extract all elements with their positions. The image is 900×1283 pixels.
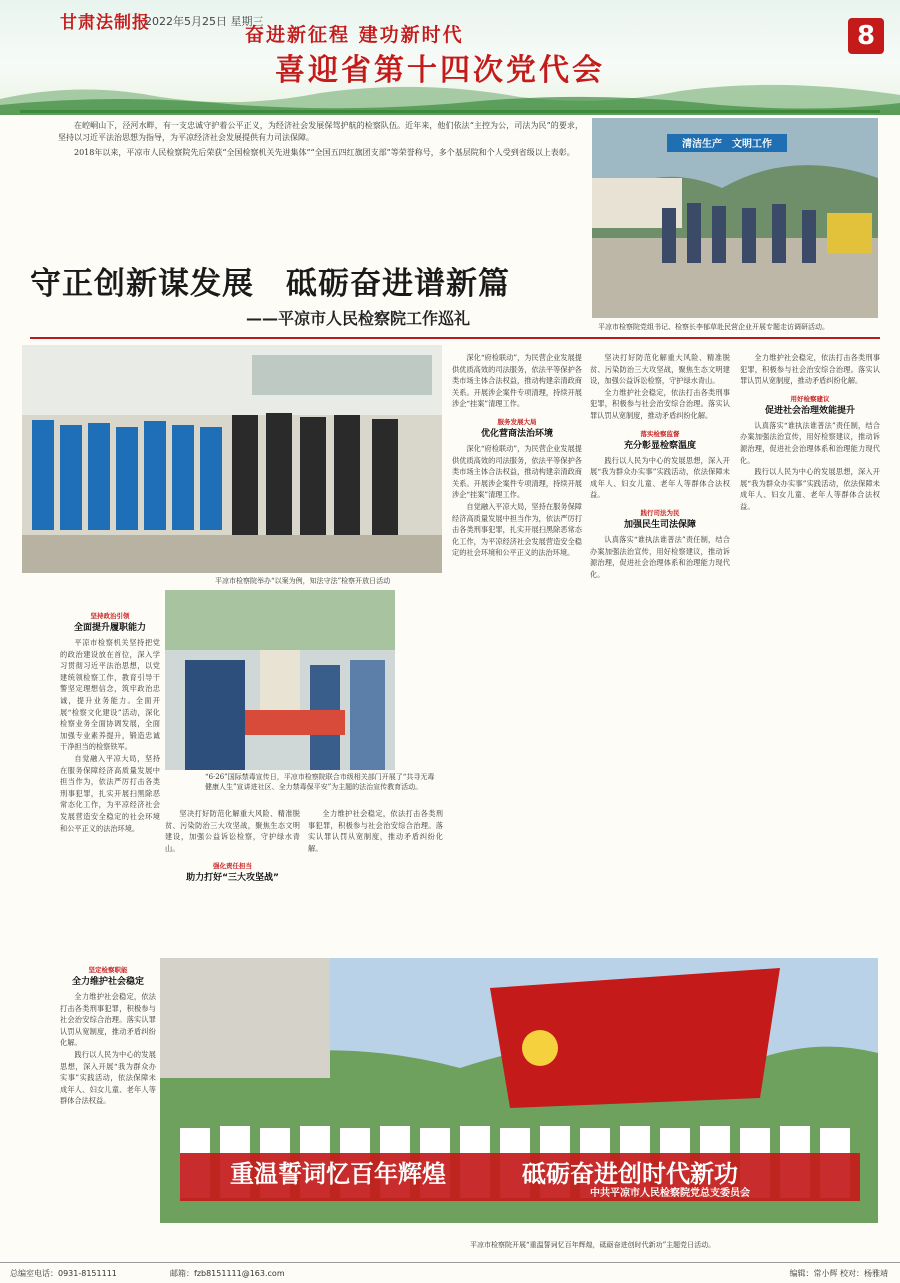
oath-org: 中共平凉市人民检察院党总支委员会 xyxy=(590,1188,750,1199)
section-heading: 用好检察建议 促进社会治理效能提升 xyxy=(764,394,855,416)
page-number: 8 xyxy=(848,18,884,54)
section-heading: 践行司法为民 加强民生司法保障 xyxy=(623,508,696,530)
paragraph: 坚决打好防范化解重大风险、精准脱贫、污染防治三大攻坚战，聚焦生态文明建设，加强公益诉讼检察，守护绿水青山。 xyxy=(590,353,730,386)
column-g xyxy=(60,958,156,1258)
paragraph: 深化“府检联动”，为民营企业发展提供优质高效的司法服务，依法平等保护各类市场主体合法权益，推动构建亲清政商关系。开展涉企案件专项清理，持续开展涉企“挂案”清理工作。 xyxy=(452,353,582,409)
subheadline: ——平凉市人民检察院工作巡礼 xyxy=(246,309,471,328)
paragraph: 践行以人民为中心的发展思想，深入开展“我为群众办实事”实践活动，依法保障未成年人、妇女儿童、老年人等群体合法权益。 xyxy=(60,1049,156,1106)
photo-enterprise-visit xyxy=(592,118,878,318)
footer-phone: 总编室电话：0931-8151111 xyxy=(10,1269,117,1278)
paragraph: 坚决打好防范化解重大风险、精准脱贫、污染防治三大攻坚战，聚焦生态文明建设，加强公益诉讼检察，守护绿水青山。 xyxy=(165,809,300,853)
paragraph: 平凉市检察机关坚持把党的政治建设放在首位，深入学习贯彻习近平法治思想，以党建统领检察工作，教育引导干警坚定理想信念，筑牢政治忠诚，提升业务能力。全面开展“检察文化建设”活动，深化检察业务全面协调发展，全面加强专业素养提升，锻造忠诚干净担当的检察铁军。 xyxy=(60,638,160,752)
caption-drug-awareness: “6·26”国际禁毒宣传日，平凉市检察院联合市级相关部门开展了“共寻无毒健康人生”宣讲进社区、全力禁毒保平安”为主题的法治宣传教育活动。 xyxy=(205,773,435,791)
intro-text xyxy=(58,120,583,161)
paragraph: 全力维护社会稳定，依法打击各类刑事犯罪，积极参与社会治安综合治理。落实认罪认罚从宽制度，推动矛盾纠纷化解。 xyxy=(60,992,156,1048)
issue-date: 2022年5月25日 星期三 xyxy=(145,15,264,28)
header-rule xyxy=(20,110,880,113)
column-f xyxy=(308,808,443,953)
intro-paragraph: 2018年以来，平凉市人民检察院先后荣获“全国检察机关先进集体”“全国五四红旗团支部”等荣誉称号，多个基层院和个人受到省级以上表彰。 xyxy=(74,147,575,157)
caption-open-day: 平凉市检察院举办“以案为例，知法守法”检察开放日活动 xyxy=(215,577,391,585)
paragraph: 自觉融入平凉大局，坚持在服务保障经济高质量发展中担当作为，依法严厉打击各类刑事犯罪，扎实开展扫黑除恶常态化工作，为平凉经济社会发展营造安全稳定的社会环境和公平正义的法治环境。 xyxy=(60,753,160,833)
section-heading: 落实检察监督 充分彰显检察温度 xyxy=(623,429,696,451)
paragraph: 认真落实“谁执法谁普法”责任制，结合办案加强法治宣传，用好检察建议，推动诉源治理，促进社会治理体系和治理能力现代化。 xyxy=(590,534,730,579)
paragraph: 践行以人民为中心的发展思想，深入开展“我为群众办实事”实践活动，依法保障未成年人、妇女儿童、老年人等群体合法权益。 xyxy=(740,467,880,511)
enterprise-sign: 清洁生产 文明工作 xyxy=(682,139,772,150)
photo-open-day-image xyxy=(22,345,442,573)
photo-party-oath xyxy=(160,958,878,1223)
paragraph: 自觉融入平凉大局，坚持在服务保障经济高质量发展中担当作为，依法严厉打击各类刑事犯罪，扎实开展扫黑除恶常态化工作，为平凉经济社会发展营造安全稳定的社会环境和公平正义的法治环境。 xyxy=(452,501,582,558)
paragraph: 深化“府检联动”，为民营企业发展提供优质高效的司法服务，依法平等保护各类市场主体合法权益，推动构建亲清政商关系。开展涉企案件专项清理，持续开展涉企“挂案”清理工作。 xyxy=(452,443,582,500)
photo-drug-awareness xyxy=(165,590,395,770)
section-heading: 坚持政治引领 全面提升履职能力 xyxy=(73,612,146,633)
footer xyxy=(0,1262,900,1283)
slogan: 奋进新征程 建功新时代 xyxy=(245,24,464,46)
column-e xyxy=(165,808,300,953)
intro-paragraph: 在崆峒山下，泾河水畔，有一支忠诚守护着公平正义，为经济社会发展保驾护航的检察队伍。近年来，他们依法“主控为公，司法为民”的要求，坚持以习近平法治思想为指导，为平凉经济社会发展提供有力司法保障。 xyxy=(58,121,583,143)
paragraph: 全力维护社会稳定，依法打击各类刑事犯罪，积极参与社会治安综合治理。落实认罪认罚从宽制度，推动矛盾纠纷化解。 xyxy=(308,809,443,853)
column-a xyxy=(60,604,160,954)
caption-party-oath: 平凉市检察院开展“重温誓词忆百年辉煌，砥砺奋进创时代新功”主题党日活动。 xyxy=(470,1241,716,1249)
banner-title: 喜迎省第十四次党代会 xyxy=(275,53,605,88)
column-b xyxy=(452,352,582,912)
column-c xyxy=(590,352,730,952)
hills-decoration xyxy=(0,75,900,115)
photo-drug-awareness-image xyxy=(165,590,395,770)
paragraph: 全力维护社会稳定，依法打击各类刑事犯罪，积极参与社会治安综合治理。落实认罪认罚从宽制度，推动矛盾纠纷化解。 xyxy=(740,353,880,386)
section-heading: 服务发展大局 优化营商法治环境 xyxy=(480,417,553,439)
caption-enterprise-visit: 平凉市检察院党组书记、检察长李郁草赴民营企业开展专题走访调研活动。 xyxy=(598,323,829,331)
footer-email: 邮箱：fzb8151111@163.com xyxy=(170,1269,285,1278)
masthead xyxy=(0,0,900,115)
headline-rule xyxy=(30,337,880,339)
newspaper-logo: 甘肃法制报 xyxy=(60,13,150,33)
section-heading: 坚定检察职能 全力维护社会稳定 xyxy=(71,966,144,987)
paragraph: 全力维护社会稳定，依法打击各类刑事犯罪，积极参与社会治安综合治理。落实认罪认罚从宽制度，推动矛盾纠纷化解。 xyxy=(590,387,730,420)
oath-banner-line2: 砥砺奋进创时代新功 xyxy=(522,1160,738,1188)
photo-open-day xyxy=(22,345,442,573)
paragraph: 认真落实“谁执法谁普法”责任制，结合办案加强法治宣传，用好检察建议，推动诉源治理，促进社会治理体系和治理能力现代化。 xyxy=(740,420,880,465)
footer-editors: 编辑：常小辉 校对：杨雅靖 xyxy=(789,1269,888,1278)
paragraph: 践行以人民为中心的发展思想，深入开展“我为群众办实事”实践活动，依法保障未成年人、妇女儿童、老年人等群体合法权益。 xyxy=(590,455,730,500)
headline: 守正创新谋发展 砥砺奋进谱新篇 xyxy=(30,266,510,302)
oath-banner-line1: 重温誓词忆百年辉煌 xyxy=(230,1160,446,1188)
section-heading: 强化责任担当 助力打好“三大攻坚战” xyxy=(186,862,279,884)
column-d xyxy=(740,352,880,952)
